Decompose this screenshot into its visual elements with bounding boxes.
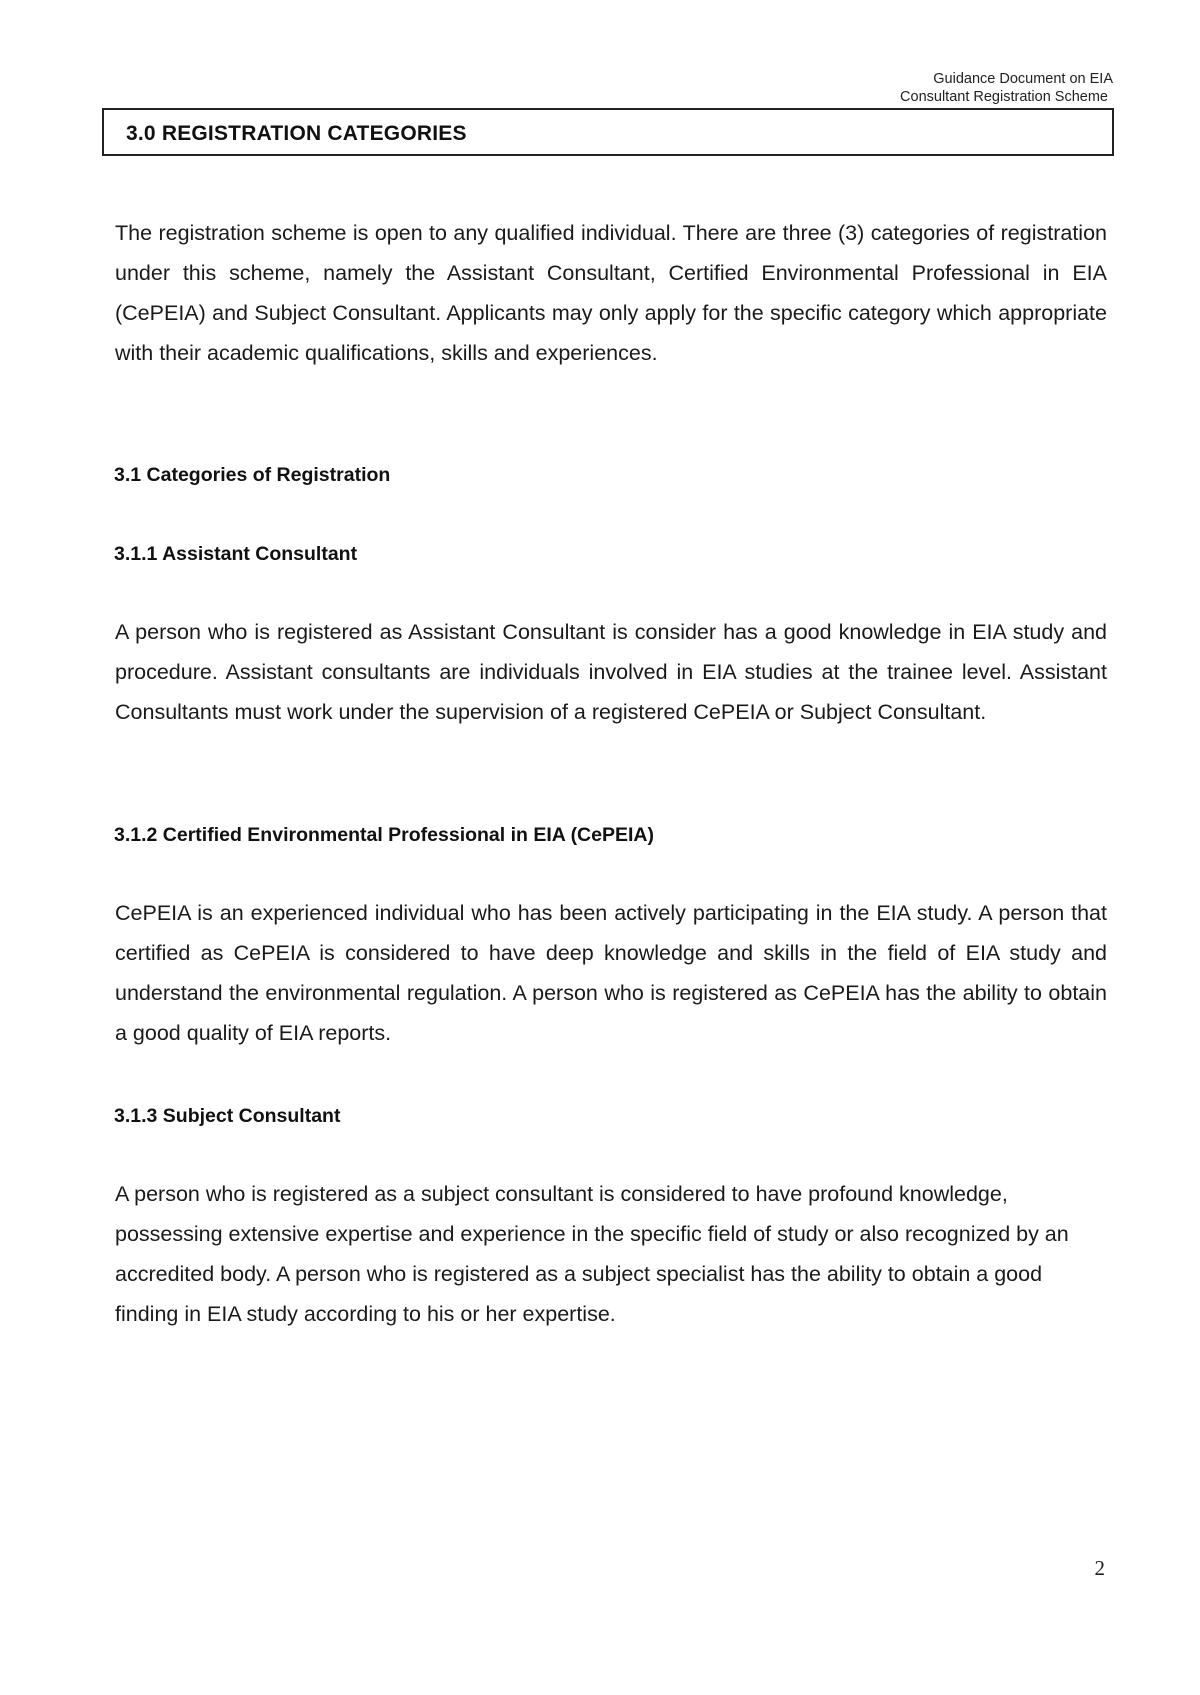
intro-paragraph: The registration scheme is open to any qualified individual. There are three (3) categories of registration under this scheme, namely the Assistant Consultant, Certified Environmental Professional in EIA (CePEIA) and Subject Consultant. Applicants may only apply for the specific category which appropriate with their academic qualifications, skills and experiences.	[115, 221, 1107, 365]
section-title: 3.0 REGISTRATION CATEGORIES	[126, 122, 467, 145]
cepeia-paragraph: CePEIA is an experienced individual who has been actively participating in the EIA study. A person that certified as CePEIA is considered to have deep knowledge and skills in the field of EIA study and understand the environmental regulation. A person who is registered as CePEIA has the ability to obtain a good quality of EIA reports.	[115, 901, 1107, 1045]
subject-consultant-paragraph: A person who is registered as a subject consultant is considered to have profound knowledge, possessing extensive expertise and experience in the specific field of study or also recognized by an accredited body. A person who is registered as a subject specialist has the ability to obtain a good finding in EIA study according to his or her expertise.	[115, 1182, 1069, 1326]
assistant-consultant-heading: 3.1.1 Assistant Consultant	[114, 543, 358, 565]
subject-consultant-heading: 3.1.3 Subject Consultant	[114, 1105, 341, 1127]
page-number: 2	[1094, 1556, 1105, 1580]
assistant-consultant-paragraph: A person who is registered as Assistant Consultant is consider has a good knowledge in EIA study and procedure. Assistant consultants are individuals involved in EIA studies at the trainee level. Assistant Consultants must work under the supervision of a registered CePEIA or Subject Consultant.	[115, 620, 1107, 724]
section-title-box	[102, 108, 1114, 156]
cepeia-heading: 3.1.2 Certified Environmental Professional in EIA (CePEIA)	[114, 824, 654, 846]
running-header	[900, 70, 1113, 106]
subsection-heading: 3.1 Categories of Registration	[114, 464, 391, 486]
header-scheme-title: Consultant Registration Scheme	[900, 89, 1108, 105]
header-document-title: Guidance Document on EIA	[933, 71, 1113, 87]
